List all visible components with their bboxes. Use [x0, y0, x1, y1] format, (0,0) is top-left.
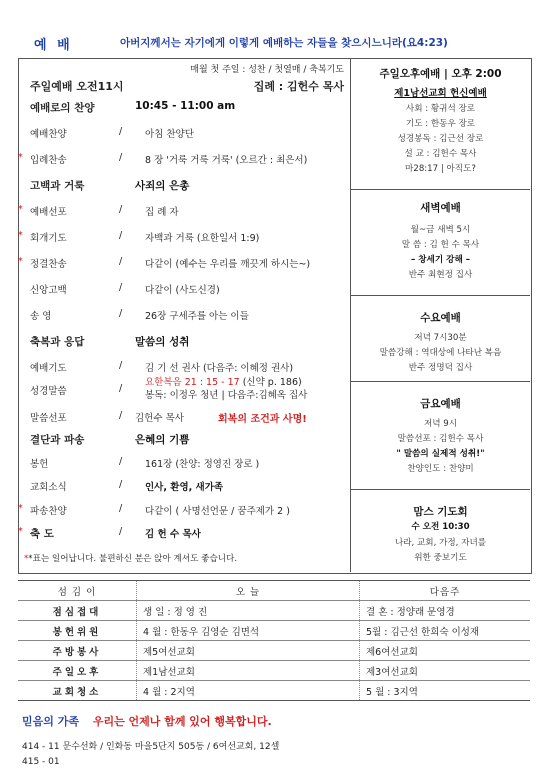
row-value: 다같이 (사도신경) [145, 285, 220, 296]
separator: / [119, 204, 123, 215]
duty-label: 점심접대 [18, 601, 137, 621]
row-label: 신앙고백 [30, 285, 67, 296]
friday-worship-leader: 찬양인도 : 찬양미 [407, 464, 474, 474]
afternoon-lines [351, 102, 530, 174]
row-label: 송 영 [30, 311, 52, 322]
family-title: 믿음의 가족 [22, 715, 79, 728]
stand-marker: * [18, 204, 23, 215]
stand-marker: * [18, 526, 23, 537]
row-value: 161장 (찬양: 정영진 장로 ) [145, 458, 260, 470]
row-value: 다같이 ( 사명선언문 / 꿈주제가 2 ) [145, 505, 290, 517]
row-value: 김 헌 수 목사 [145, 529, 201, 540]
friday-theme: " 말씀의 실제적 성취!" [396, 449, 485, 459]
monthly-note: 매월 첫 주일 : 성찬 / 첫열매 / 축복기도 [190, 65, 344, 75]
service-name: 주일예배 오전11시 [30, 80, 124, 93]
info-line: 반주 정명덕 집사 [408, 363, 473, 373]
info-line: 위한 중보기도 [414, 553, 467, 563]
presider: 집례 : 김헌수 목사 [253, 80, 344, 93]
family-section [22, 713, 272, 729]
dawn-title: 새벽예배 [420, 202, 461, 214]
duty-today: 4 월 : 2지역 [137, 681, 360, 701]
info-line: 나라, 교회, 가정, 자녀를 [394, 538, 487, 548]
duty-today: 4 월 : 한동우 김영순 김면석 [137, 621, 360, 641]
row-value: 김 기 선 권사 (다음주: 이혜정 권사) [145, 363, 294, 374]
sermon-label: 말씀선포 [30, 413, 67, 424]
page-title: 예 배 [34, 38, 73, 53]
separator: / [119, 152, 123, 163]
duty-next-week: 5 월 : 3지역 [360, 681, 531, 701]
separator: / [119, 502, 123, 514]
duty-today: 제1남선교회 [137, 661, 360, 681]
info-line: 사회 : 황귀석 장로 [405, 104, 476, 114]
scripture-reader: 봉독: 이정우 청년 | 다음주:김혜옥 집사 [145, 390, 308, 401]
separator: / [119, 479, 123, 490]
dawn-lines [351, 223, 530, 250]
duty-label: 주일오후 [18, 661, 137, 681]
separator: / [119, 383, 123, 394]
row-label: 예배선포 [30, 207, 67, 218]
separator: / [119, 455, 123, 467]
row-label: 예배기도 [30, 363, 67, 374]
row-label: 교회소식 [30, 482, 67, 493]
duty-label: 봉헌위원 [18, 621, 137, 641]
wednesday-title: 수요예배 [420, 312, 461, 324]
row-label: 예배찬양 [30, 129, 67, 140]
duty-next-week: 5월 : 김근선 한희숙 이성재 [360, 621, 531, 641]
scripture-label: 성경말씀 [30, 386, 67, 397]
dawn-accompanist: 반주 최현정 집사 [408, 270, 473, 280]
info-line: 월~금 새벽 5시 [410, 225, 471, 235]
row-label: 파송찬양 [30, 505, 67, 517]
row-label: 봉헌 [30, 458, 49, 470]
info-line: 저녁 9시 [423, 419, 458, 429]
separator: / [119, 282, 123, 293]
header-next-week: 다음주 [360, 581, 531, 601]
dawn-series: – 창세기 강해 – [410, 255, 471, 265]
row-value: 말씀의 성취 [135, 336, 190, 348]
table-row [18, 621, 530, 641]
afternoon-subtitle: 제1남선교회 헌신예배 [394, 88, 487, 99]
row-value: 26장 구세주를 아는 이들 [145, 311, 249, 322]
header-servers: 섬 김 이 [18, 581, 137, 601]
moms-title: 맘스 기도회 [413, 506, 468, 518]
table-row [18, 681, 530, 701]
separator: / [119, 230, 123, 241]
row-label: 입례찬송 [30, 155, 67, 166]
stand-marker: * [18, 256, 23, 267]
moms-prayer-box [351, 490, 530, 572]
header-verse: 아버지께서는 자기에게 이렇게 예배하는 자들을 찾으시느니라(요4:23) [120, 37, 448, 49]
separator: / [119, 308, 123, 319]
row-label: 고백과 거룩 [30, 180, 85, 192]
member-address-line-2: 415 - 01 [22, 757, 60, 767]
duty-next-week: 결 혼 : 정양래 문영경 [360, 601, 531, 621]
row-value: 인사, 환영, 새가족 [145, 482, 224, 493]
info-line: 기도 : 한동우 장로 [405, 119, 476, 129]
service-duty-table [18, 580, 530, 701]
header-today: 오 늘 [137, 581, 360, 601]
duty-label: 주방봉사 [18, 641, 137, 661]
separator: / [119, 526, 123, 537]
row-value: 아침 찬양단 [145, 129, 194, 140]
info-line: 저녁 7시30분 [414, 333, 467, 343]
friday-service-box [351, 382, 530, 490]
row-label: 축 도 [30, 528, 54, 540]
scripture-row [18, 374, 350, 406]
table-row [18, 661, 530, 681]
afternoon-service-box [351, 58, 530, 190]
stand-marker: * [18, 152, 23, 163]
separator: / [119, 360, 123, 371]
moms-lines [351, 536, 530, 563]
friday-title: 금요예배 [420, 398, 461, 410]
info-line: 말씀선포 : 김헌수 목사 [397, 434, 484, 444]
sermon-title: 회복의 조건과 사명! [218, 414, 307, 425]
stand-marker: * [18, 502, 23, 514]
stand-marker: * [18, 230, 23, 241]
info-line: 성경봉독 : 김근선 장로 [397, 134, 484, 144]
row-value: 다같이 (예수는 우리를 깨끗게 하시는~) [145, 259, 311, 270]
separator: / [119, 410, 123, 421]
info-line: 말 씀 : 김 헌 수 목사 [401, 240, 480, 250]
row-label: 예배로의 찬양 [30, 102, 95, 114]
info-line: 설 교 : 김헌수 목사 [404, 149, 477, 159]
row-label: 축복과 응답 [30, 336, 85, 348]
friday-lines [351, 417, 530, 444]
scripture-reference: 요한복음 21 : 15 - 17 (신약 p. 186) [145, 377, 302, 388]
row-value: 10:45 - 11:00 am [135, 100, 236, 112]
separator: / [119, 256, 123, 267]
duty-next-week: 제6여선교회 [360, 641, 531, 661]
afternoon-title: 주일오후예배 | 오후 2:00 [379, 68, 502, 80]
sermon-preacher: 김헌수 목사 [135, 413, 184, 424]
row-value: 자백과 거룩 (요한일서 1:9) [145, 233, 260, 244]
family-message: 우리는 언제나 함께 있어 행복합니다. [92, 715, 272, 728]
row-label: 회개기도 [30, 233, 67, 244]
row-value: 사죄의 은총 [135, 180, 190, 192]
member-address-line: 414 - 11 문수선화 / 인화동 마을5단지 505동 / 6여선교회, 12셀 [22, 742, 280, 752]
info-line: 말씀강해 : 역대상에 나타난 복음 [379, 348, 502, 358]
footnote: **표는 일어납니다. 불편하신 분은 앉아 계셔도 좋습니다. [24, 554, 238, 564]
row-label: 결단과 파송 [30, 434, 85, 446]
duty-next-week: 제3여선교회 [360, 661, 531, 681]
row-value: 은혜의 기쁨 [135, 434, 190, 446]
row-value: 집 례 자 [145, 207, 179, 218]
duty-today: 제5여선교회 [137, 641, 360, 661]
table-row [18, 641, 530, 661]
table-row [18, 601, 530, 621]
wednesday-service-box [351, 296, 530, 382]
moms-time: 수 오전 10:30 [411, 522, 470, 532]
duty-label: 교회청소 [18, 681, 137, 701]
main-service-column [18, 58, 350, 572]
wednesday-lines [351, 331, 530, 373]
duty-today: 생 일 : 정 영 진 [137, 601, 360, 621]
row-value: 8 장 '거룩 거룩 거룩' (오르간 : 최은서) [145, 155, 308, 166]
row-label: 정결찬송 [30, 259, 67, 270]
info-line: 마28:17 | 아직도? [405, 164, 476, 174]
dawn-service-box [351, 190, 530, 296]
separator: / [119, 126, 123, 137]
